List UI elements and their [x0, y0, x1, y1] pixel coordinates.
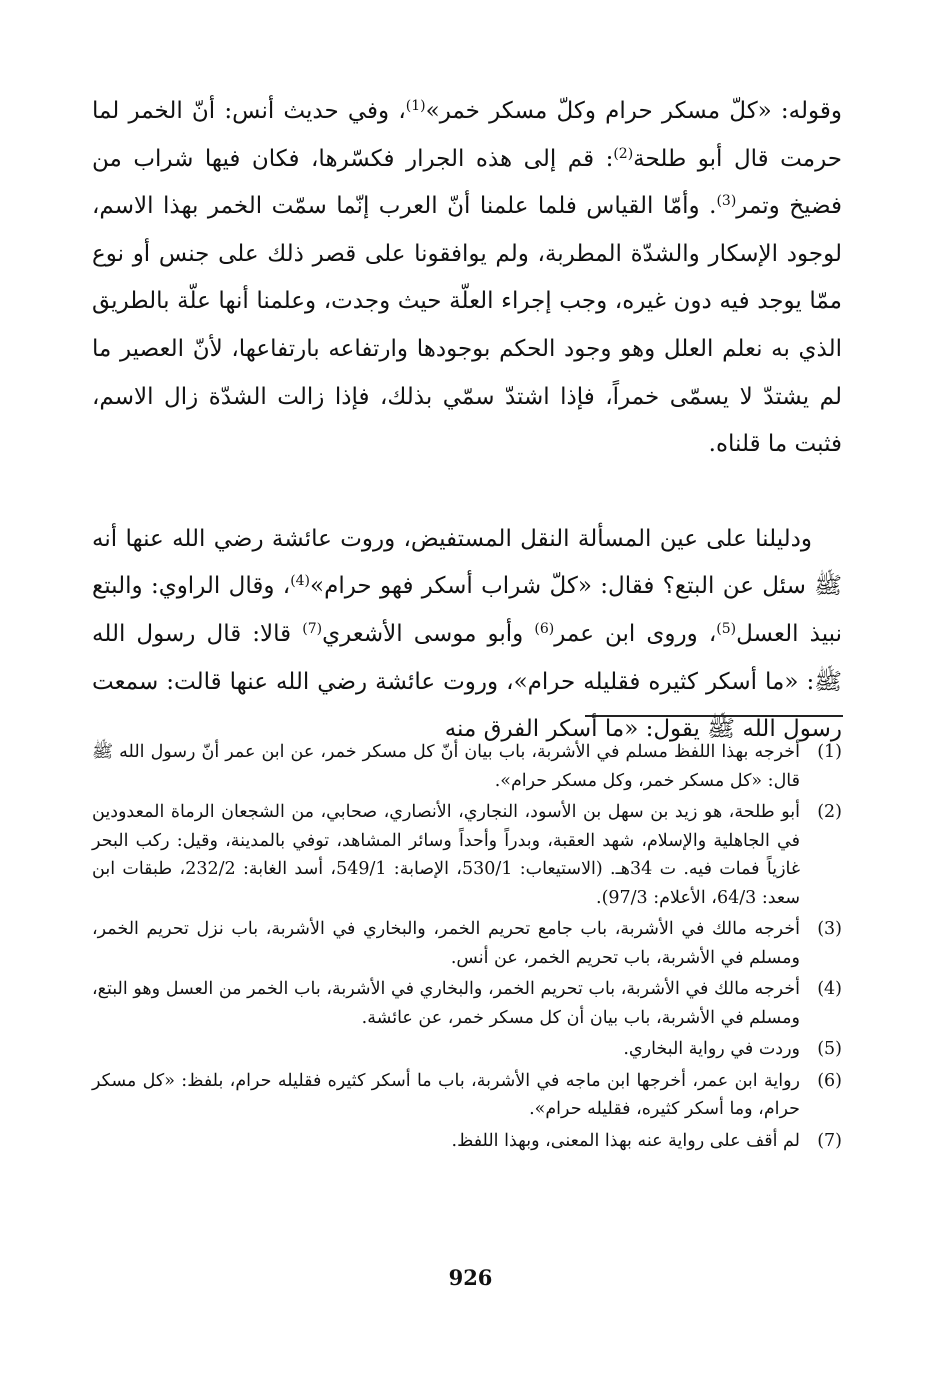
footnote-item — [92, 975, 842, 1032]
footnote-text: لم أقف على رواية عنه بهذا المعنى، وبهذا اللفظ. — [451, 1130, 800, 1151]
footnote-reference: (4) — [290, 573, 311, 590]
footnote-reference: (3) — [716, 193, 737, 210]
main-text-body — [92, 88, 842, 754]
footnote-number: (7) — [817, 1130, 842, 1151]
footnote-reference: (2) — [613, 145, 634, 162]
text-run: ، وفي حديث أنس: أنّ الخمر لما حرمت قال أبو طلحة — [92, 98, 842, 172]
text-run: وأبو موسى الأشعري — [322, 620, 535, 647]
footnote-item — [92, 1127, 842, 1156]
footnote-number: (6) — [817, 1070, 842, 1091]
text-run: ، وروى ابن عمر — [554, 620, 717, 647]
footnote-item — [92, 798, 842, 912]
footnote-reference: (7) — [302, 620, 323, 637]
footnote-text: أخرجه مالك في الأشربة، باب جامع تحريم الخمر، والبخاري في الأشربة، باب نزل تحريم الخمر، ومسلم في الأشربة، باب تحريم الخمر، عن أنس. — [92, 919, 800, 968]
text-run: . وأمّا القياس فلما علمنا أنّ العرب إنّما سمّت الخمر بهذا الاسم، لوجود الإسكار والشدّة المطربة، ولم يوافقونا على قصر ذلك على جنس أو نوع ممّا يوجد فيه دون غيره، وجب إجراء العلّة حيث وجدت، وعلمنا أنها علّة بالطريق الذي به نعلم العلل وهو وجود الحكم بوجودها وارتفاعه بارتفاعها، لأنّ العصير ما لم يشتدّ لا يسمّى خمراً، فإذا اشتدّ سمّي بذلك، فإذا زالت الشدّة زال الاسم، فثبت ما قلناه. — [92, 193, 842, 458]
footnote-item — [92, 1035, 842, 1064]
footnote-item — [92, 1067, 842, 1124]
text-run: : قم إلى هذه الجرار فكسّرها، فكان فيها شراب من فضيخ وتمر — [92, 145, 842, 220]
footnote-reference: (5) — [716, 620, 737, 637]
footnote-number: (2) — [817, 802, 842, 822]
footnote-text: أخرجه بهذا اللفظ مسلم في الأشربة، باب بيان أنّ كل مسكر خمر، عن ابن عمر أنّ رسول الله ﷺ قال: «كل مسكر خمر، وكل مسكر حرام». — [92, 742, 800, 791]
footnote-separator-rule — [585, 715, 843, 717]
footnote-number: (1) — [817, 742, 842, 762]
paragraph — [92, 88, 842, 469]
footnote-number: (5) — [817, 1039, 842, 1059]
footnote-item — [92, 915, 842, 972]
footnotes-section — [92, 738, 842, 1158]
footnote-number: (4) — [817, 979, 842, 999]
footnote-reference: (1) — [405, 98, 426, 114]
footnote-text: وردت في رواية البخاري. — [623, 1039, 800, 1059]
footnote-number: (3) — [817, 919, 842, 939]
paragraph — [92, 516, 842, 754]
text-run: ، وقال الراوي: والبتع نبيذ العسل — [92, 573, 842, 647]
text-run: وقوله: «كلّ مسكر حرام وكلّ مسكر خمر» — [425, 98, 842, 124]
page-number: 926 — [448, 1265, 493, 1290]
footnote-reference: (6) — [534, 620, 555, 637]
footnote-item — [92, 738, 842, 795]
footnote-text: أبو طلحة، هو زيد بن سهل بن الأسود، النجاري، الأنصاري، صحابي، من الشجعان الرماة المعدودين في الجاهلية والإسلام، شهد العقبة، وبدراً وأحداً وسائر المشاهد، توفي بالمدينة، وقيل: ركب البحر غازياً فمات فيه. ت 34هـ. (الاستيعاب: 530/1، الإصابة: 549/1، أسد الغابة: 232/2، طبقات ابن سعد: 64/3، الأعلام: 97/3). — [92, 802, 800, 908]
text-run: ودليلنا على عين المسألة النقل المستفيض، وروت عائشة رضي الله عنها أنه ﷺ سئل عن البتع؟ فقال: «كلّ شراب أسكر فهو حرام» — [92, 525, 843, 600]
text-run: قالا: قال رسول الله ﷺ: «ما أسكر كثيره فقليله حرام»، وروت عائشة رضي الله عنها قالت: سمعت رسول الله ﷺ يقول: «ما أسكر الفرق منه — [92, 620, 842, 743]
footnote-text: رواية ابن عمر، أخرجها ابن ماجه في الأشربة، باب ما أسكر كثيره فقليله حرام، بلفظ: «كل مسكر حرام، وما أسكر كثيره، فقليله حرام». — [92, 1070, 800, 1119]
footnote-text: أخرجه مالك في الأشربة، باب تحريم الخمر، والبخاري في الأشربة، باب الخمر من العسل وهو البتع، ومسلم في الأشربة، باب بيان أن كل مسكر خمر، عن عائشة. — [92, 979, 800, 1028]
